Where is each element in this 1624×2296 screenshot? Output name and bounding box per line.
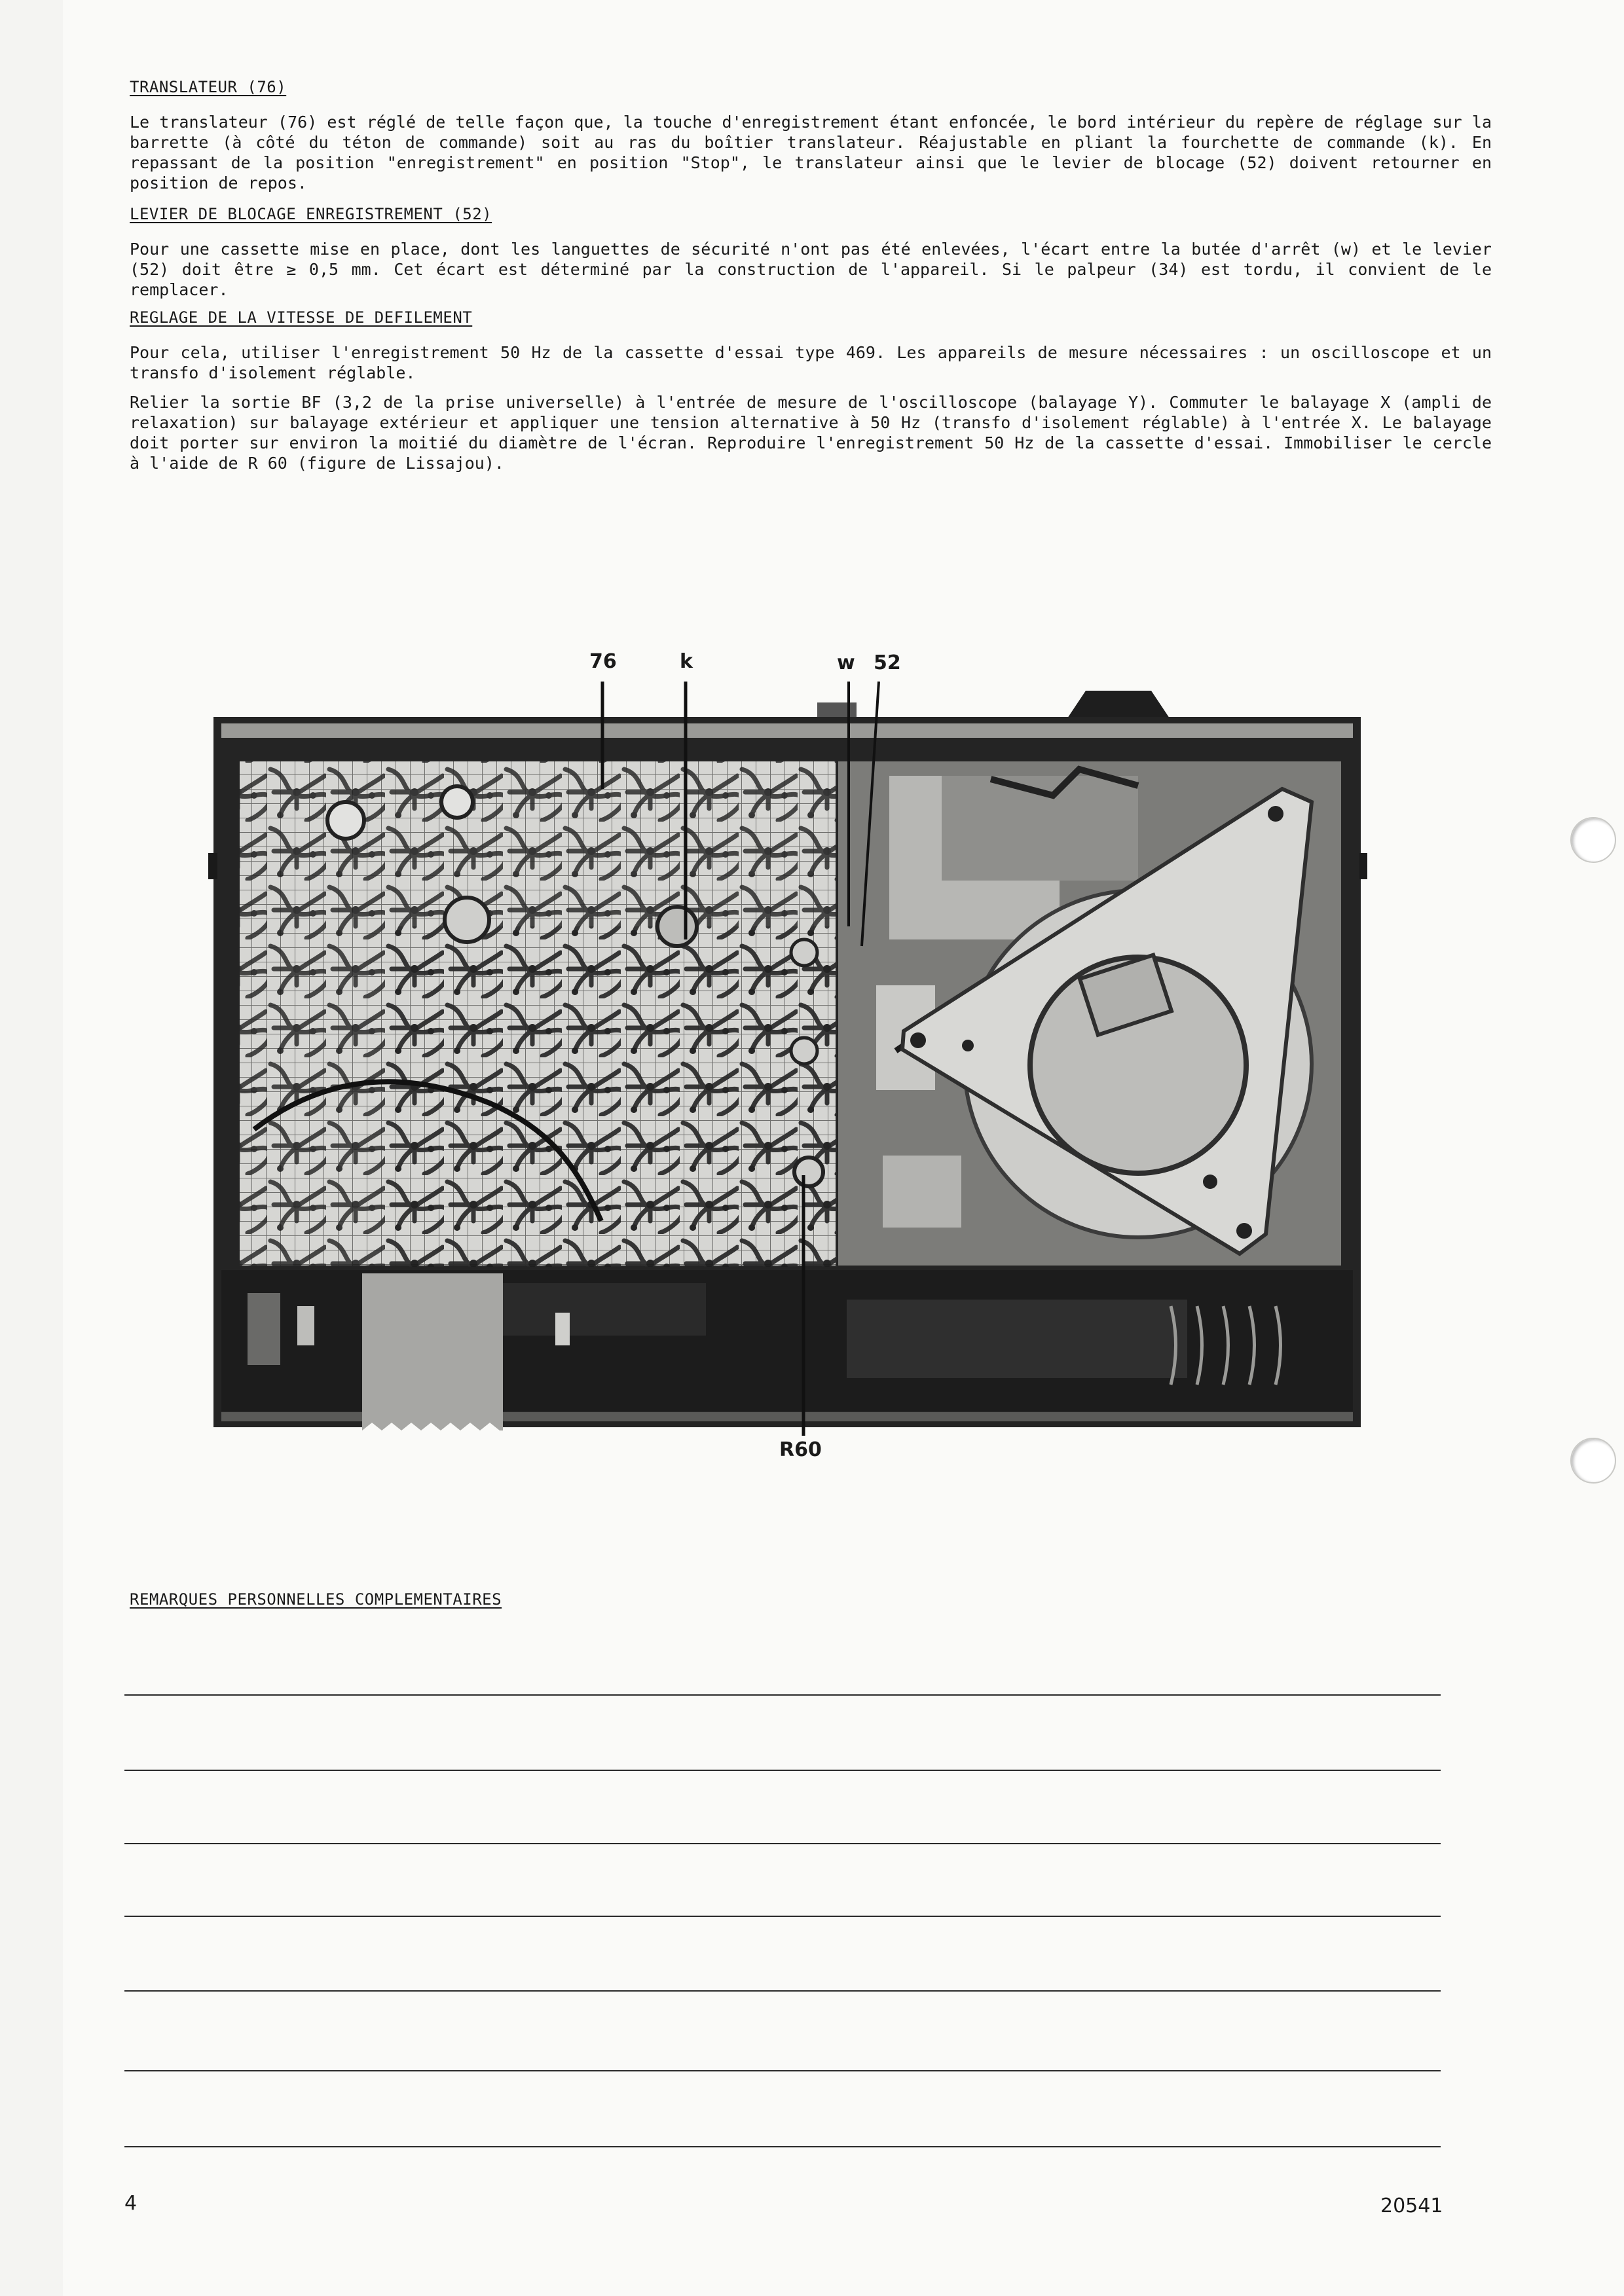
callout-52: 52 [874,651,901,674]
paragraph: Le translateur (76) est réglé de telle façon que, la touche d'enregistrement étant enfoncée, le bord intérieur du repère de réglage sur la barrette (à côté du téton de commande) soit au ras du boîtier translateur. Réajustable en pliant la fourchette de commande (k). En repassant de la position "enregistrement" en position "Stop", le translateur ainsi que le levier de blocage (52) doivent retourner en position de repos. [130,113,1492,192]
callout-76: 76 [589,650,617,673]
note-line [124,1843,1441,1844]
remarks-heading: REMARQUES PERSONNELLES COMPLEMENTAIRES [130,1590,502,1609]
section-reglage-vitesse [130,308,1492,473]
note-line [124,2070,1441,2071]
section-heading: TRANSLATEUR (76) [130,78,287,96]
note-line [124,1770,1441,1771]
remarks-section [130,1590,1492,1624]
section-heading: LEVIER DE BLOCAGE ENREGISTREMENT (52) [130,205,492,223]
chassis-photo [208,645,1367,1470]
section-translateur [130,77,1492,193]
callout-r60: R60 [779,1438,822,1461]
punch-hole [1570,817,1616,863]
note-line [124,1916,1441,1917]
note-line [124,2146,1441,2147]
paragraph: Pour une cassette mise en place, dont les languettes de sécurité n'ont pas été enlevées, l'écart entre la butée d'arrêt (w) et le levier (52) doit être ≥ 0,5 mm. Cet écart est déterminé par la construction de l'appareil. Si le palpeur (34) est tordu, il convient de le remplacer. [130,240,1492,299]
paragraph: Pour cela, utiliser l'enregistrement 50 Hz de la cassette d'essai type 469. Les appareils de mesure nécessaires : un oscilloscope et un transfo d'isolement réglable. [130,343,1492,382]
section-heading: REGLAGE DE LA VITESSE DE DEFILEMENT [130,308,473,327]
paragraph: Relier la sortie BF (3,2 de la prise universelle) à l'entrée de mesure de l'oscilloscope (balayage Y). Commuter le balayage X (ampli de relaxation) sur balayage extérieur et appliquer une tension alternative à 50 Hz (transfo d'isolement réglable) à l'entrée X. Le balayage doit porter sur environ la moitié du diamètre de l'écran. Reproduire l'enregistrement 50 Hz de la cassette d'essai. Immobiliser le cercle à l'aide de R 60 (figure de Lissajou). [130,393,1492,473]
note-line [124,1694,1441,1696]
section-levier-blocage [130,204,1492,300]
note-line [124,1990,1441,1992]
page-number: 4 [124,2192,138,2215]
punch-hole [1570,1438,1616,1484]
document-number: 20541 [1380,2195,1443,2217]
callout-k: k [680,650,693,673]
chassis-illustration [208,645,1367,1470]
callout-w: w [837,651,855,674]
